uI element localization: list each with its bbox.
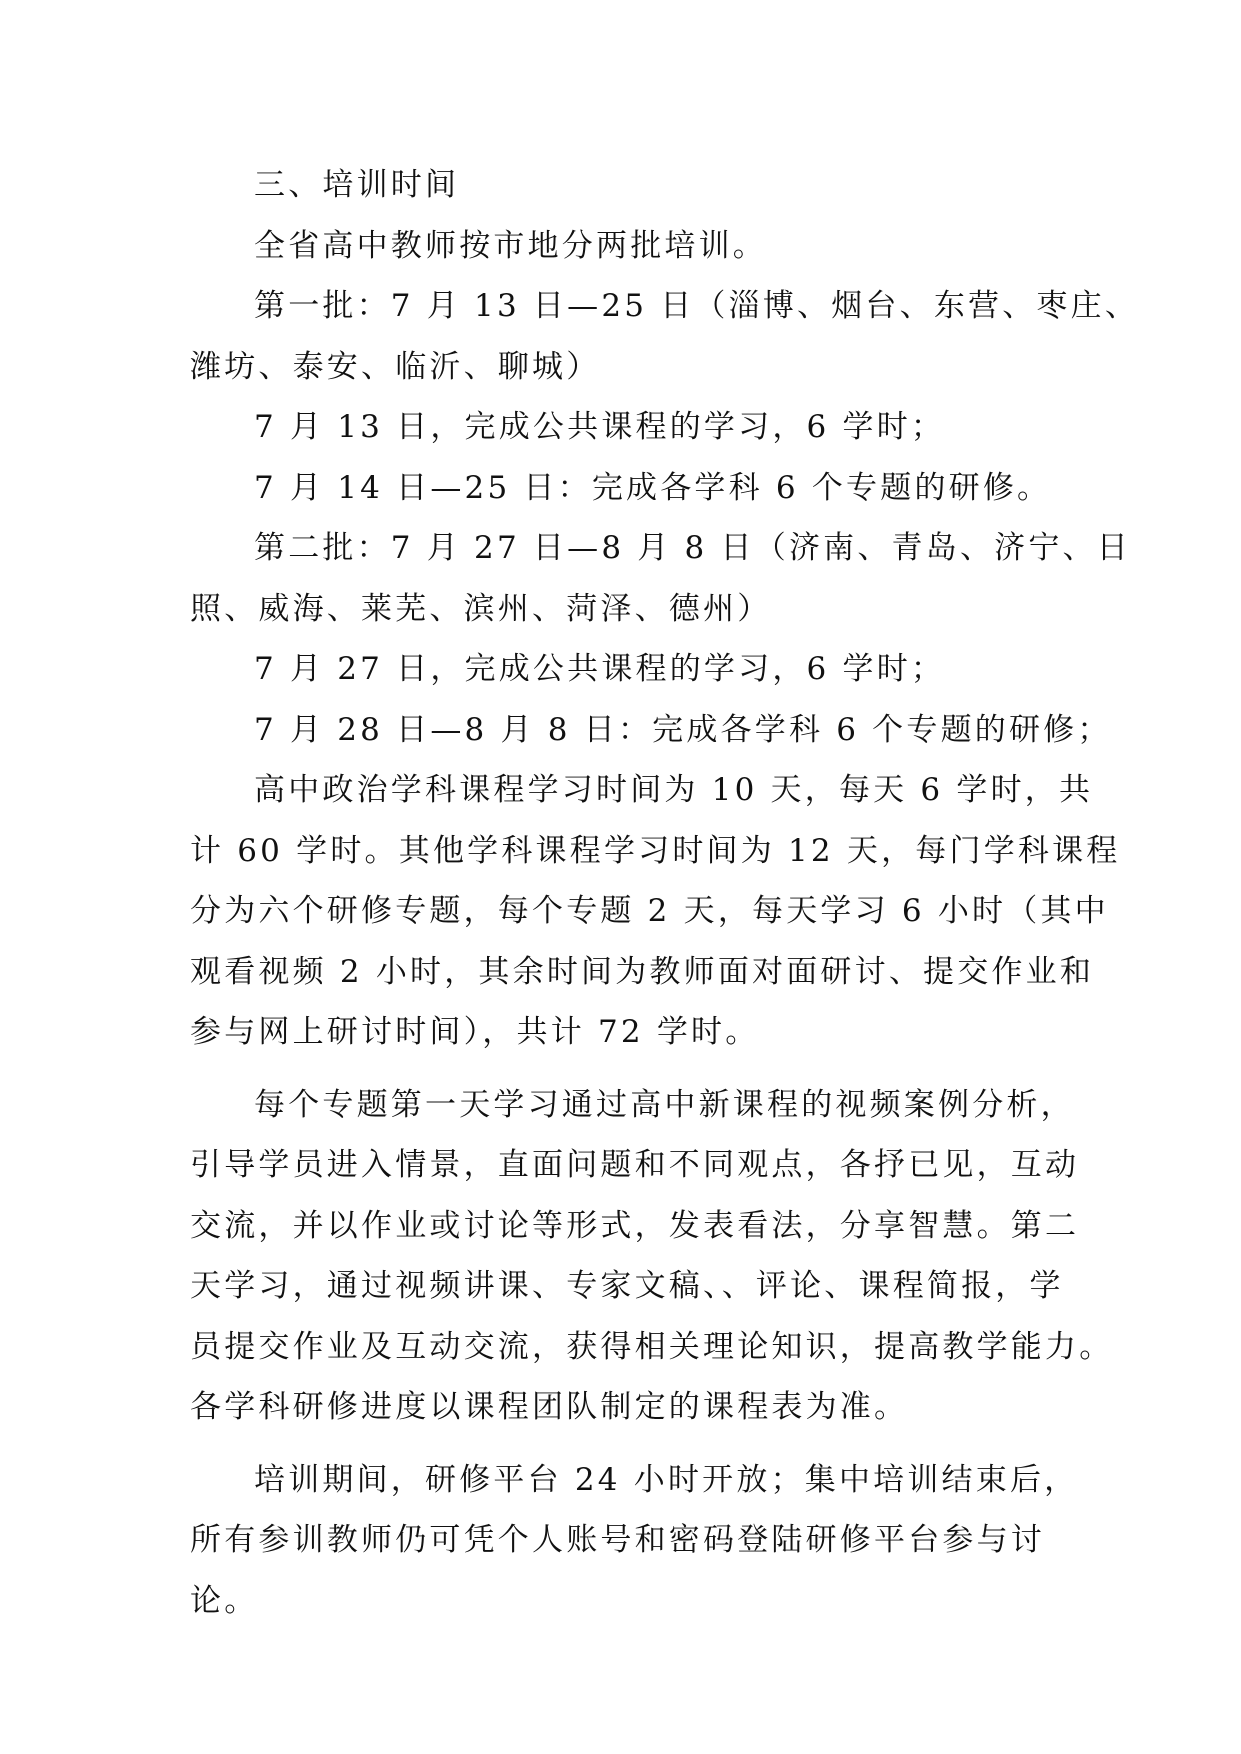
paragraph-line: 照、威海、莱芜、滨州、菏泽、德州） <box>190 590 772 627</box>
paragraph-line: 分为六个研修专题，每个专题 2 天，每天学习 6 小时（其中 <box>190 893 1109 929</box>
document-body <box>190 155 1140 1631</box>
paragraph-line: 所有参训教师仍可凭个人账号和密码登陆研修平台参与讨 <box>190 1522 1045 1558</box>
paragraph-line: 7 月 14 日—25 日：完成各学科 6 个专题的研修。 <box>254 469 1052 506</box>
paragraph-line: 第二批：7 月 27 日—8 月 8 日（济南、青岛、济宁、日 <box>254 530 1131 566</box>
paragraph-line: 每个专题第一天学习通过高中新课程的视频案例分析， <box>254 1086 1075 1123</box>
paragraph-line: 7 月 28 日—8 月 8 日：完成各学科 6 个专题的研修； <box>254 711 1112 748</box>
paragraph-line: 天学习，通过视频讲课、专家文稿、、评论、课程简报，学 <box>190 1268 1064 1304</box>
paragraph-line: 参与网上研讨时间），共计 72 学时。 <box>190 1014 760 1050</box>
paragraph-line: 论。 <box>190 1582 259 1619</box>
section-heading: 三、培训时间 <box>254 167 460 203</box>
paragraph-line: 员提交作业及互动交流，获得相关理论知识，提高教学能力。 <box>190 1328 1114 1365</box>
paragraph-line: 观看视频 2 小时，其余时间为教师面对面研讨、提交作业和 <box>190 953 1095 990</box>
paragraph-line: 引导学员进入情景，直面问题和不同观点，各抒已见，互动 <box>190 1147 1080 1183</box>
paragraph-gap <box>190 1063 1070 1075</box>
paragraph-line: 7 月 13 日，完成公共课程的学习，6 学时； <box>254 409 946 445</box>
paragraph-line: 高中政治学科课程学习时间为 10 天，每天 6 学时，共 <box>254 772 1094 808</box>
paragraph-line: 第一批：7 月 13 日—25 日（淄博、烟台、东营、枣庄、 <box>254 288 1140 324</box>
paragraph-line: 各学科研修进度以课程团队制定的课程表为准。 <box>190 1389 909 1425</box>
paragraph-line: 交流，并以作业或讨论等形式，发表看法，分享智慧。第二 <box>190 1207 1080 1244</box>
paragraph-gap <box>190 1438 1070 1450</box>
paragraph-line: 培训期间，研修平台 24 小时开放；集中培训结束后， <box>254 1461 1079 1498</box>
paragraph-line: 7 月 27 日，完成公共课程的学习，6 学时； <box>254 651 946 687</box>
paragraph-line: 计 60 学时。其他学科课程学习时间为 12 天，每门学科课程 <box>190 832 1121 869</box>
paragraph-line: 全省高中教师按市地分两批培训。 <box>254 227 767 264</box>
paragraph-line: 潍坊、泰安、临沂、聊城） <box>190 348 601 385</box>
